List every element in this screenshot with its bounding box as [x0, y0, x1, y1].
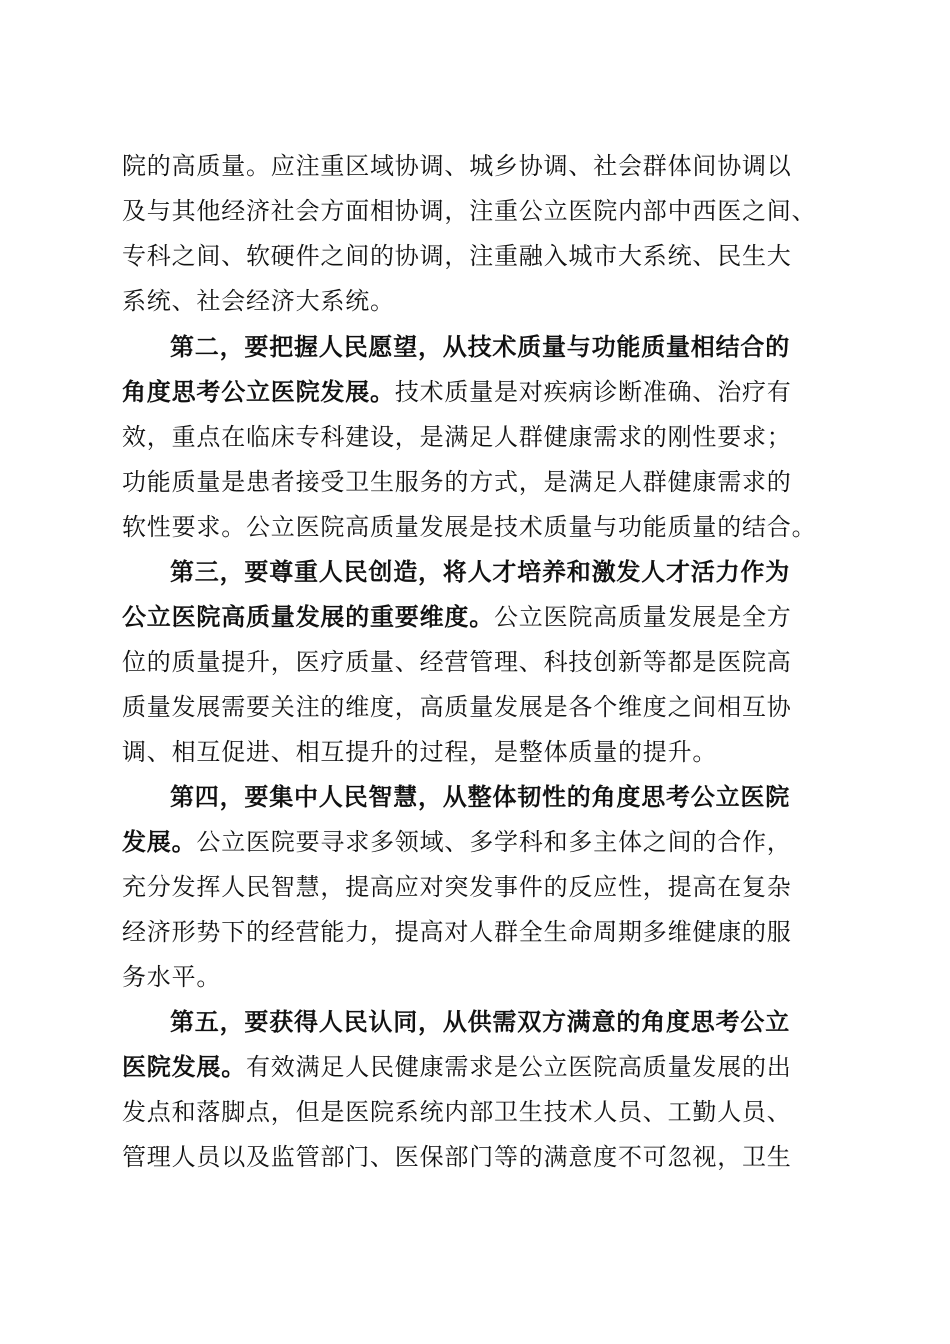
text-line [122, 414, 822, 459]
paragraph-text: 技术质量是对疾病诊断准确、治疗有 [394, 378, 792, 406]
text-line [122, 594, 822, 639]
paragraph-heading: 第二，要把握人民愿望，从技术质量与功能质量相结合的 [170, 332, 790, 361]
paragraph-intro-continued [122, 144, 822, 324]
paragraph-text: 质量发展需要关注的维度，高质量发展是各个维度之间相互协 [122, 693, 792, 721]
paragraph-heading: 公立医院高质量发展的重要维度。 [122, 602, 494, 631]
text-line [122, 954, 822, 999]
text-line [122, 1044, 822, 1089]
paragraph-text: 公立医院要寻求多领域、多学科和多主体之间的合作， [196, 828, 792, 856]
text-line: 专科之间、软硬件之间的协调，注重融入城市大系统、民生大 [122, 242, 792, 270]
text-line [122, 1134, 822, 1179]
paragraph-heading: 角度思考公立医院发展。 [122, 377, 395, 406]
text-line [122, 639, 822, 684]
paragraph-heading: 第三，要尊重人民创造，将人才培养和激发人才活力作为 [170, 557, 790, 586]
paragraph-heading: 第五，要获得人民认同，从供需双方满意的角度思考公立 [170, 1007, 790, 1036]
text-line: 及与其他经济社会方面相协调，注重公立医院内部中西医之间、 [122, 197, 817, 225]
text-line [122, 909, 822, 954]
paragraph-point-3 [122, 549, 822, 774]
text-line: 院的高质量。应注重区域协调、城乡协调、社会群体间协调以 [122, 152, 792, 180]
paragraph-text: 功能质量是患者接受卫生服务的方式，是满足人群健康需求的 [122, 468, 792, 496]
paragraph-heading: 发展。 [122, 827, 197, 856]
paragraph-text: 效，重点在临床专科建设，是满足人群健康需求的刚性要求； [122, 423, 792, 451]
text-line [122, 369, 822, 414]
text-line [122, 864, 822, 909]
paragraph-text: 有效满足人民健康需求是公立医院高质量发展的出 [246, 1053, 792, 1081]
text-line [122, 774, 822, 819]
paragraph-point-5 [122, 999, 822, 1179]
paragraph-heading: 医院发展。 [122, 1052, 246, 1081]
text-line [122, 504, 822, 549]
text-line: 系统、社会经济大系统。 [122, 287, 395, 315]
paragraph-text: 公立医院高质量发展是全方 [494, 603, 792, 631]
text-line [122, 1089, 822, 1134]
text-line [122, 459, 822, 504]
paragraph-point-4 [122, 774, 822, 999]
paragraph-text: 位的质量提升，医疗质量、经营管理、科技创新等都是医院高 [122, 648, 792, 676]
text-line [122, 999, 822, 1044]
paragraph-text: 管理人员以及监管部门、医保部门等的满意度不可忽视，卫生 [122, 1143, 792, 1171]
text-line [122, 684, 822, 729]
paragraph-point-2 [122, 324, 822, 549]
text-line [122, 729, 822, 774]
paragraph-text: 调、相互促进、相互提升的过程，是整体质量的提升。 [122, 738, 718, 766]
paragraph-heading: 第四，要集中人民智慧，从整体韧性的角度思考公立医院 [170, 782, 790, 811]
paragraph-text: 务水平。 [122, 963, 222, 991]
paragraph-text: 软性要求。公立医院高质量发展是技术质量与功能质量的结合。 [122, 513, 817, 541]
text-line [122, 324, 822, 369]
paragraph-text: 充分发挥人民智慧，提高应对突发事件的反应性，提高在复杂 [122, 873, 792, 901]
paragraph-text: 经济形势下的经营能力，提高对人群全生命周期多维健康的服 [122, 918, 792, 946]
document-body [122, 144, 822, 1179]
text-line [122, 819, 822, 864]
text-line [122, 549, 822, 594]
paragraph-text: 发点和落脚点，但是医院系统内部卫生技术人员、工勤人员、 [122, 1098, 792, 1126]
